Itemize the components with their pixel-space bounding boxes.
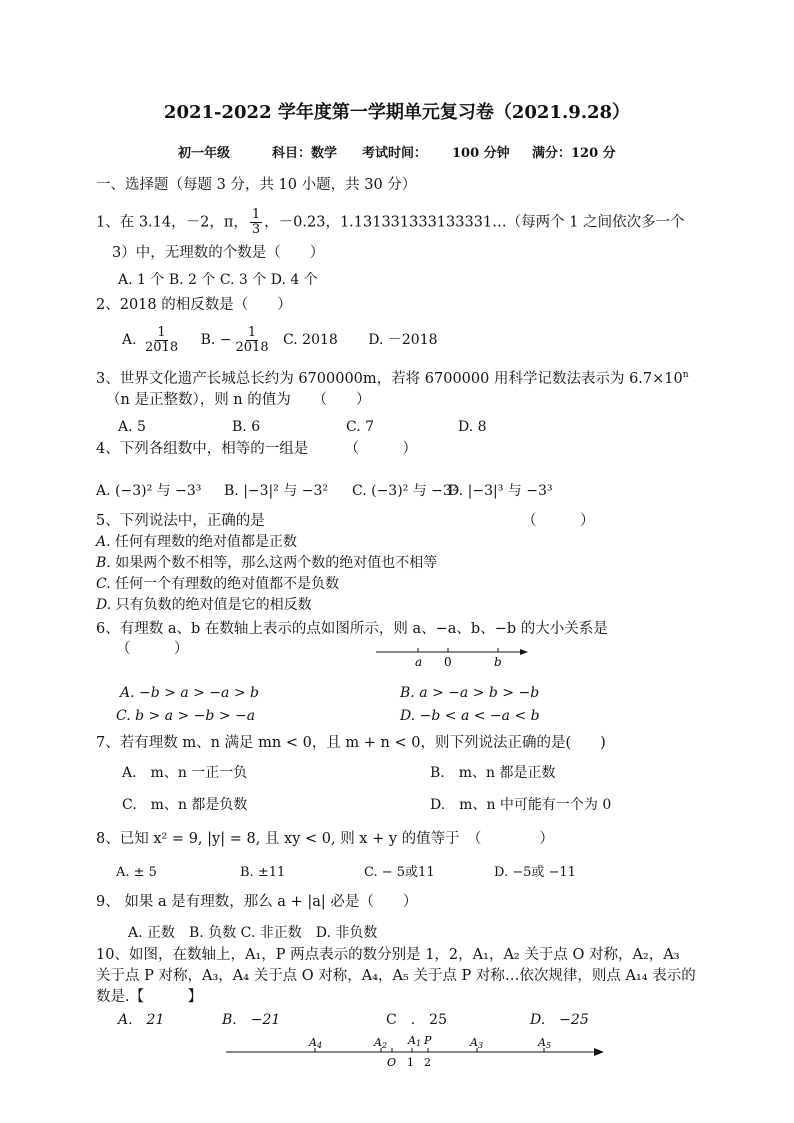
page-title: 2021-2022 学年度第一学期单元复习卷（2021.9.28）: [163, 102, 631, 123]
q10-opt-a: A. 21: [118, 1012, 165, 1028]
q10-label-a4: A4: [309, 1036, 323, 1050]
score-label: 满分：120 分: [532, 146, 616, 161]
question-10-line-3: 数是.【 】: [96, 989, 203, 1005]
q8-opt-a: A. ± 5: [116, 865, 157, 880]
question-9-stem: 9、 如果 a 是有理数，那么 a + |a| 必是（ ）: [96, 894, 418, 910]
q10-label-p: P: [424, 1034, 432, 1047]
question-5-paren: （ ）: [522, 513, 595, 529]
q6-opt-a: A. −b > a > −a > b: [120, 685, 259, 701]
q10-opt-c: C . 25: [386, 1012, 447, 1028]
question-1-options: A. 1 个 B. 2 个 C. 3 个 D. 4 个: [118, 272, 318, 288]
q10-label-one: 1: [407, 1056, 414, 1069]
question-3-line-2: （n 是正整数），则 n 的值为 （ ）: [106, 392, 371, 408]
q2-opt-d: D. －2018: [368, 332, 438, 348]
q5-option-d: 只有负数的绝对值是它的相反数: [115, 597, 312, 613]
q2-opt-b-fraction: [234, 326, 271, 355]
time-value: 100 分钟: [452, 146, 510, 161]
q6-number-line: [372, 644, 532, 674]
time-label: 考试时间：: [362, 146, 428, 161]
q4-opt-b: B. |−3|² 与 −3²: [224, 483, 329, 499]
question-6-paren: （ ）: [116, 641, 189, 657]
question-9-options: A. 正数 B. 负数 C. 非正数 D. 非负数: [128, 925, 378, 941]
question-7-stem: 7、若有理数 m、n 满足 mn < 0，且 m + n < 0，则下列说法正确的是( ): [96, 735, 606, 751]
q4-opt-a: A. (−3)² 与 −3³: [96, 483, 202, 499]
q5-c-label: C.: [96, 576, 111, 592]
q2-a-num: 1: [157, 324, 166, 340]
q6-opt-d: D. −b < a < −a < b: [400, 708, 540, 724]
grade-label: 初一年级: [178, 146, 231, 161]
q5-option-c: 任何一个有理数的绝对值都不是负数: [115, 576, 340, 592]
q6-label-0: 0: [444, 655, 452, 669]
q2-opt-a-label: A.: [122, 332, 137, 348]
q10-opt-b: B. −21: [222, 1012, 281, 1028]
q6-opt-b: B. a > −a > b > −b: [400, 685, 540, 701]
q3-text: 3、世界文化遗产长城总长约为 6700000m，若将 6700000 用科学记数法表示为 6.7×10: [96, 371, 683, 387]
q5-option-b: 如果两个数不相等，那么这两个数的绝对值也不相等: [115, 555, 438, 571]
question-10-line-1: 10、如图，在数轴上，A₁，P 两点表示的数分别是 1，2，A₁，A₂ 关于点 O 对称，A₂，A₃: [96, 947, 680, 963]
question-1-line-1: [96, 208, 685, 237]
q10-label-a5: A5: [538, 1036, 552, 1050]
q1-frac-den: 3: [251, 222, 261, 237]
q6-label-a: a: [415, 655, 423, 669]
q2-opt-b-label: B.: [200, 332, 216, 348]
question-3-line-1: [96, 366, 689, 388]
question-2-options: [122, 322, 438, 358]
question-1-line-2: 3）中，无理数的个数是（ ）: [112, 245, 325, 261]
q3-opt-c: C. 7: [346, 419, 375, 435]
q3-sup: n: [682, 370, 689, 380]
q10-label-two: 2: [424, 1056, 431, 1069]
q3-opt-b: B. 6: [232, 419, 261, 435]
q1-text-b: ，－0.23，1.131331333133331…（每两个 1 之间依次多一个: [264, 214, 685, 231]
q10-label-o: O: [387, 1056, 397, 1069]
q2-a-den: 2018: [145, 339, 179, 355]
q4-opt-d: D. |−3|³ 与 −3³: [448, 483, 553, 499]
question-8-stem: 8、已知 x² = 9, |y| = 8, 且 xy < 0, 则 x + y 的值等于 （ ）: [96, 831, 554, 847]
q10-label-a3: A3: [470, 1036, 484, 1050]
q10-axis-arrow: [594, 1048, 604, 1056]
q6-opt-c: C. b > a > −b > −a: [116, 708, 256, 724]
q7-opt-a: A. m、n 一正一负: [122, 765, 248, 781]
q5-d-label: D.: [96, 597, 112, 613]
question-6-stem: 6、有理数 a、b 在数轴上表示的点如图所示，则 a、−a、b、−b 的大小关系是: [96, 621, 608, 637]
q10-number-line: [222, 1032, 608, 1072]
q7-opt-d: D. m、n 中可能有一个为 0: [430, 797, 612, 813]
question-10-line-2: 关于点 P 对称，A₃，A₄ 关于点 O 对称，A₄，A₅ 关于点 P 对称…依次规律，则点 A₁₄ 表示的: [96, 968, 696, 984]
question-2-stem: 2、2018 的相反数是（ ）: [96, 297, 292, 313]
q2-b-num: 1: [247, 324, 257, 340]
q5-b-label: B.: [96, 555, 111, 571]
q2-b-den: 2018: [235, 339, 269, 355]
q8-opt-b: B. ±11: [240, 865, 286, 880]
q3-opt-a: A. 5: [118, 419, 146, 435]
q2-opt-c: C. 2018: [283, 332, 338, 348]
q7-opt-b: B. m、n 都是正数: [430, 765, 556, 781]
q3-opt-d: D. 8: [458, 419, 487, 435]
section-heading: 一、选择题（每题 3 分，共 10 小题，共 30 分）: [96, 177, 417, 193]
q5-a-label: A.: [96, 534, 111, 550]
q8-opt-c: C. − 5或11: [364, 865, 435, 880]
q1-frac-num: 1: [251, 207, 261, 222]
q7-opt-c: C. m、n 都是负数: [122, 797, 248, 813]
q8-opt-d: D. −5或 −11: [494, 865, 576, 880]
subject-label: 科目：数学: [272, 146, 338, 161]
q6-label-b: b: [494, 655, 502, 669]
q2-opt-a-fraction: [143, 326, 180, 355]
q10-opt-d: D. −25: [530, 1012, 589, 1028]
q2-opt-b-minus: −: [219, 332, 232, 348]
q10-label-a2: A2: [374, 1036, 388, 1050]
q6-axis-arrow: [520, 649, 528, 655]
question-4-stem: 4、下列各组数中，相等的一组是 （ ）: [96, 441, 417, 457]
q5-option-a: 任何有理数的绝对值都是正数: [115, 534, 298, 550]
q1-fraction: [250, 208, 262, 237]
q10-label-a1: A1: [408, 1034, 422, 1048]
q1-text-a: 1、在 3.14，－2，π，: [96, 214, 248, 231]
q4-opt-c: C. (−3)² 与 −3²: [352, 483, 458, 499]
question-5-stem: 5、下列说法中，正确的是: [96, 513, 265, 529]
